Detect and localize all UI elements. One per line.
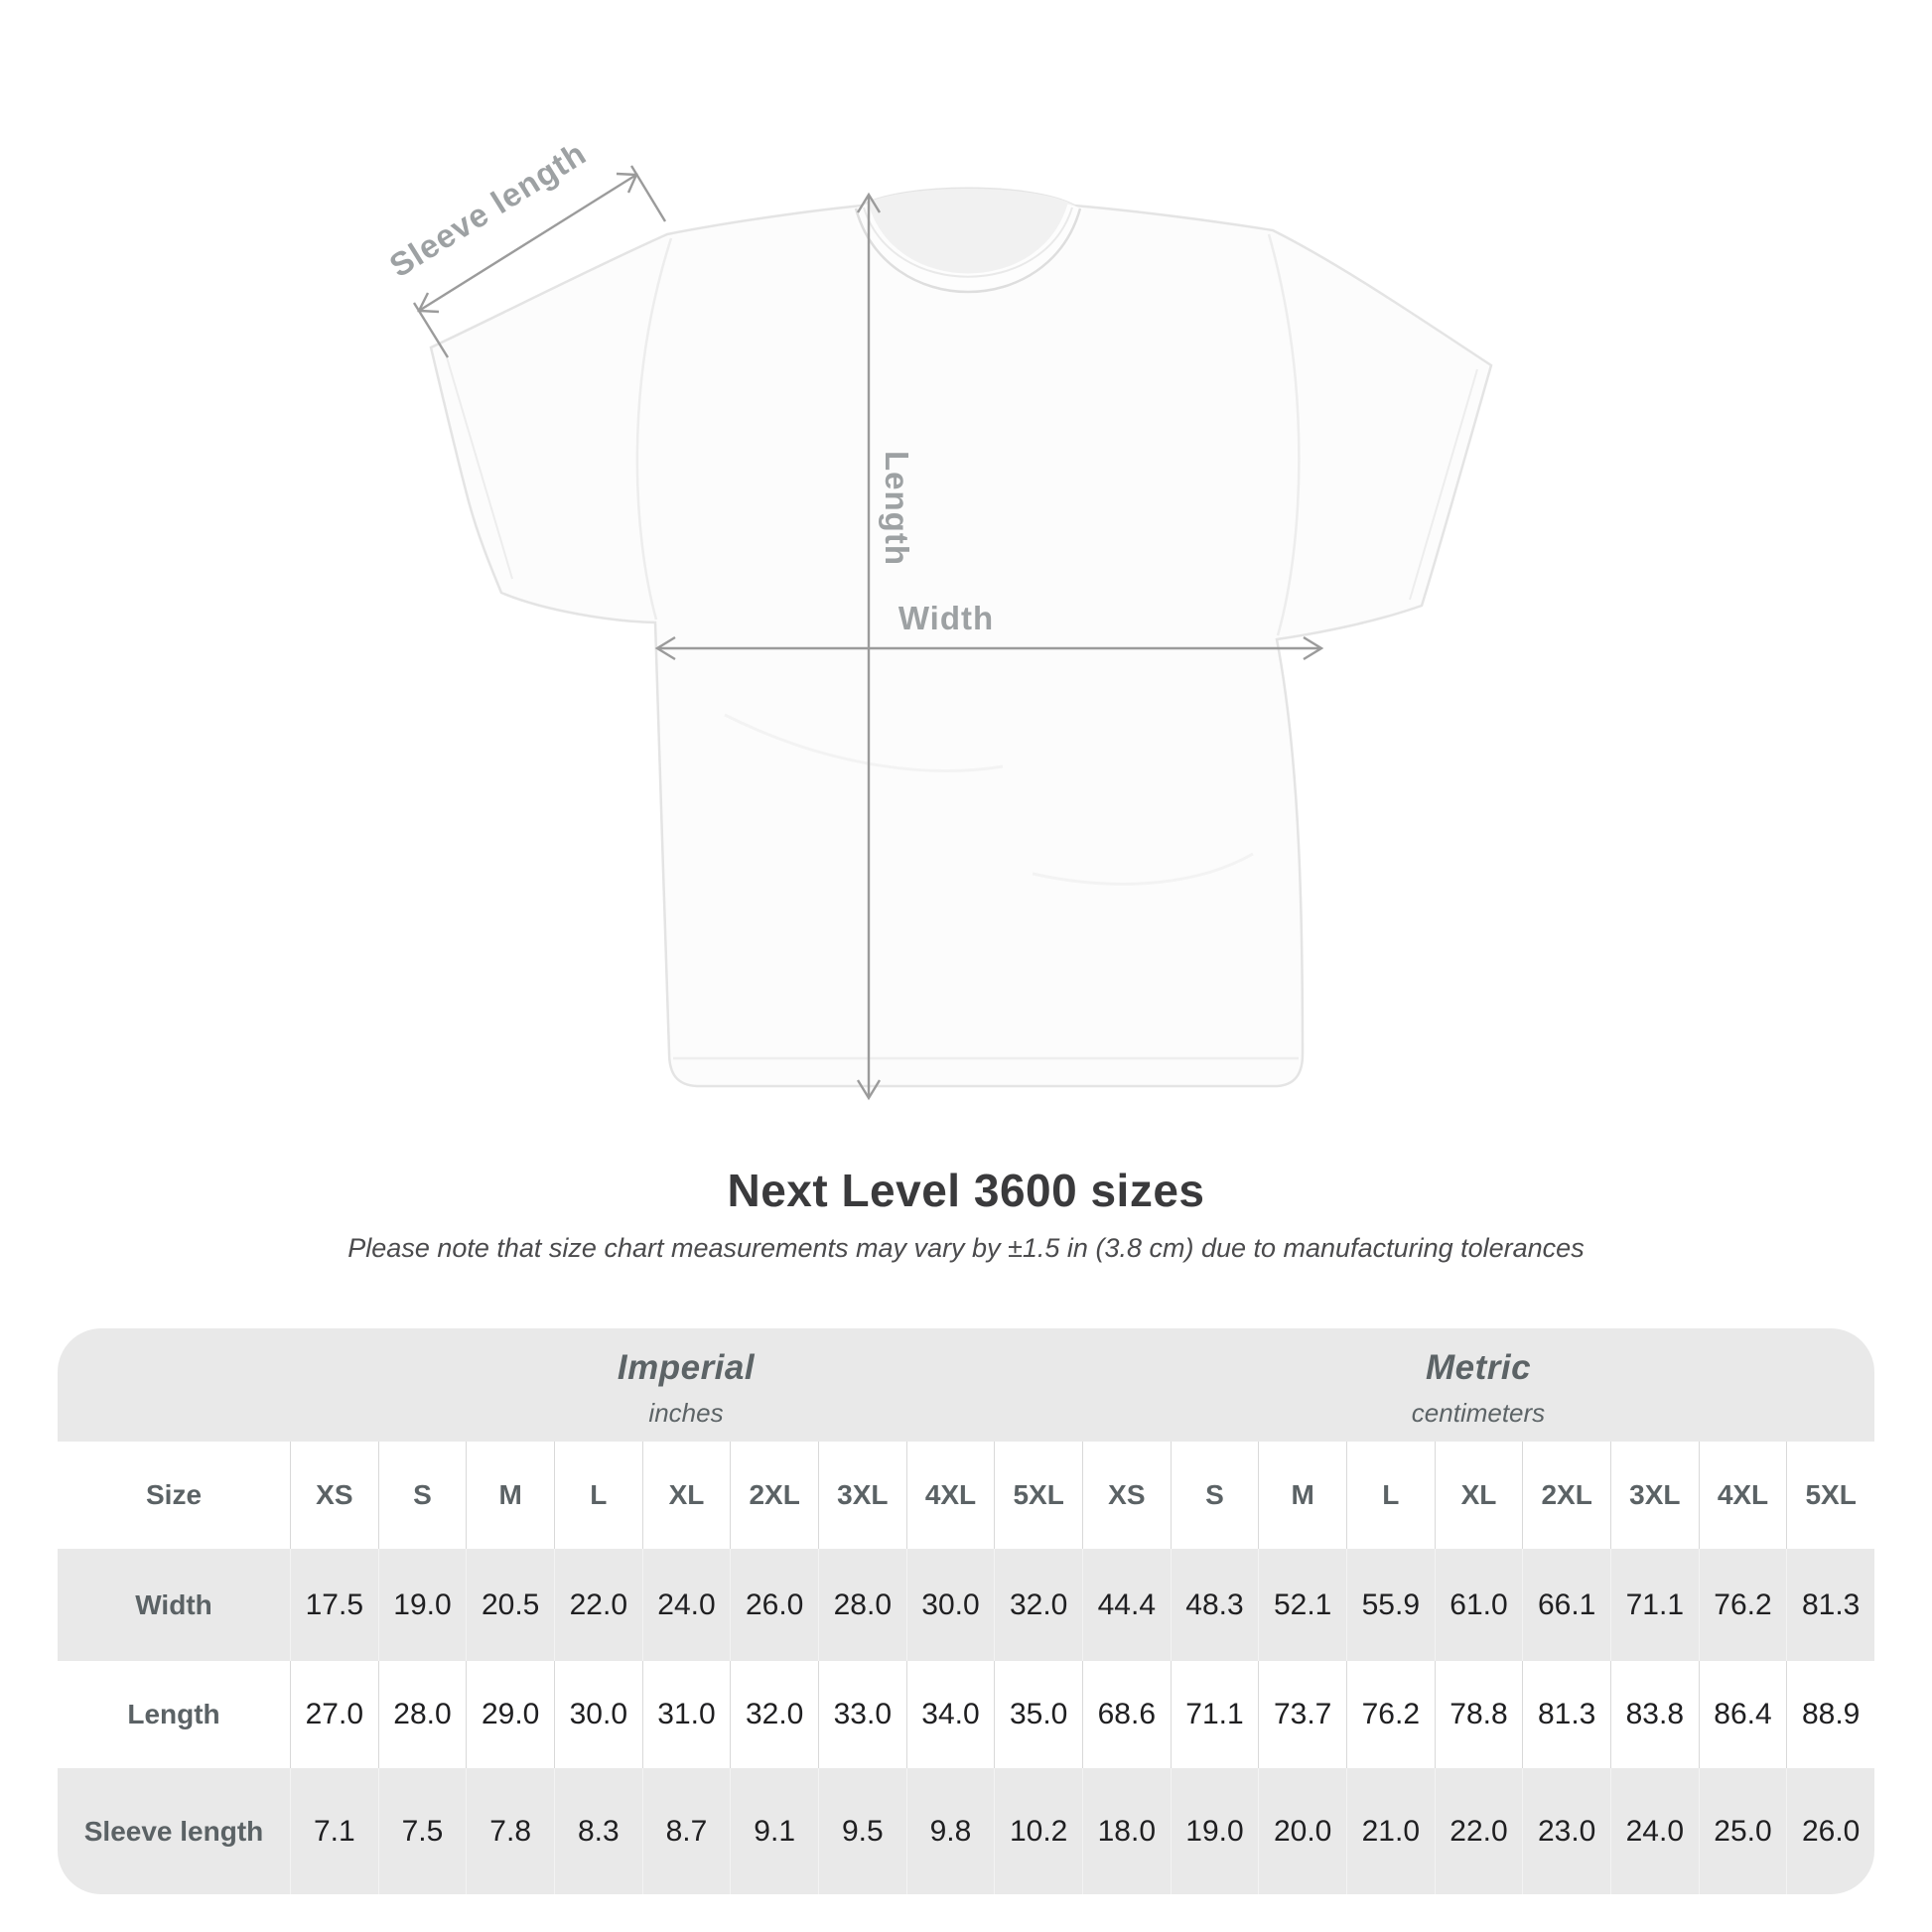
measurement-value-metric: 66.1 bbox=[1522, 1549, 1610, 1661]
tshirt-illustration bbox=[431, 189, 1491, 1086]
measurement-value-imperial: 20.5 bbox=[466, 1549, 554, 1661]
measurement-value-imperial: 7.5 bbox=[378, 1768, 467, 1894]
measurement-value-imperial: 30.0 bbox=[554, 1661, 642, 1768]
measurement-value-imperial: 9.8 bbox=[906, 1768, 995, 1894]
size-column-header: 2XL bbox=[1522, 1442, 1610, 1549]
size-column-header: XL bbox=[1435, 1442, 1523, 1549]
measurement-value-metric: 48.3 bbox=[1171, 1549, 1259, 1661]
measurement-value-imperial: 31.0 bbox=[642, 1661, 731, 1768]
measurement-value-imperial: 8.7 bbox=[642, 1768, 731, 1894]
unit-group-imperial-name: Imperial bbox=[617, 1347, 756, 1387]
size-column-header: S bbox=[378, 1442, 467, 1549]
size-column-header: XS bbox=[290, 1442, 378, 1549]
size-table-rows bbox=[58, 1442, 1874, 1894]
measurement-value-metric: 71.1 bbox=[1171, 1661, 1259, 1768]
measurement-value-metric: 61.0 bbox=[1435, 1549, 1523, 1661]
tolerance-note: Please note that size chart measurements may vary by ±1.5 in (3.8 cm) due to manufacturing tolerances bbox=[347, 1233, 1585, 1263]
measurement-value-imperial: 24.0 bbox=[642, 1549, 731, 1661]
measurement-value-metric: 18.0 bbox=[1082, 1768, 1171, 1894]
page-title: Next Level 3600 sizes bbox=[727, 1165, 1205, 1216]
unit-group-metric bbox=[1082, 1328, 1874, 1442]
measurement-value-imperial: 26.0 bbox=[730, 1549, 818, 1661]
measurement-row bbox=[58, 1549, 1874, 1661]
measurement-value-imperial: 22.0 bbox=[554, 1549, 642, 1661]
measurement-value-metric: 23.0 bbox=[1522, 1768, 1610, 1894]
measurement-value-imperial: 9.1 bbox=[730, 1768, 818, 1894]
measurement-value-imperial: 32.0 bbox=[730, 1661, 818, 1768]
measurement-value-imperial: 10.2 bbox=[994, 1768, 1082, 1894]
unit-group-imperial bbox=[290, 1328, 1082, 1442]
size-column-header: 3XL bbox=[1610, 1442, 1699, 1549]
measurement-value-imperial: 9.5 bbox=[818, 1768, 906, 1894]
size-column-header: 2XL bbox=[730, 1442, 818, 1549]
measurement-value-metric: 88.9 bbox=[1786, 1661, 1874, 1768]
size-column-header: L bbox=[554, 1442, 642, 1549]
measurement-value-metric: 55.9 bbox=[1346, 1549, 1435, 1661]
measurement-value-imperial: 8.3 bbox=[554, 1768, 642, 1894]
unit-group-imperial-sub: inches bbox=[648, 1397, 724, 1428]
measurement-value-metric: 26.0 bbox=[1786, 1768, 1874, 1894]
measurement-value-imperial: 30.0 bbox=[906, 1549, 995, 1661]
size-table bbox=[58, 1328, 1874, 1894]
size-column-header: 5XL bbox=[1786, 1442, 1874, 1549]
measurement-value-metric: 76.2 bbox=[1699, 1549, 1787, 1661]
measurement-value-metric: 25.0 bbox=[1699, 1768, 1787, 1894]
measurement-value-metric: 68.6 bbox=[1082, 1661, 1171, 1768]
measurement-value-imperial: 32.0 bbox=[994, 1549, 1082, 1661]
measurement-value-imperial: 7.8 bbox=[466, 1768, 554, 1894]
size-column-header: XS bbox=[1082, 1442, 1171, 1549]
width-diagram-label: Width bbox=[897, 600, 995, 636]
measurement-value-metric: 76.2 bbox=[1346, 1661, 1435, 1768]
measurement-value-metric: 52.1 bbox=[1258, 1549, 1346, 1661]
size-column-header: 4XL bbox=[1699, 1442, 1787, 1549]
measurement-value-imperial: 7.1 bbox=[290, 1768, 378, 1894]
size-column-header: S bbox=[1171, 1442, 1259, 1549]
measurement-value-imperial: 28.0 bbox=[378, 1661, 467, 1768]
measurement-value-imperial: 19.0 bbox=[378, 1549, 467, 1661]
measurement-value-metric: 73.7 bbox=[1258, 1661, 1346, 1768]
title-block bbox=[0, 1164, 1932, 1264]
measurement-value-metric: 22.0 bbox=[1435, 1768, 1523, 1894]
measurement-row-label: Width bbox=[135, 1588, 212, 1620]
size-column-header: XL bbox=[642, 1442, 731, 1549]
measurement-row-label: Sleeve length bbox=[83, 1815, 264, 1847]
size-column-header: 5XL bbox=[994, 1442, 1082, 1549]
length-diagram-label: Length bbox=[879, 451, 915, 566]
measurement-value-metric: 24.0 bbox=[1610, 1768, 1699, 1894]
measurement-value-imperial: 27.0 bbox=[290, 1661, 378, 1768]
size-column-header: L bbox=[1346, 1442, 1435, 1549]
measurement-value-metric: 19.0 bbox=[1171, 1768, 1259, 1894]
size-column-header: M bbox=[466, 1442, 554, 1549]
measurement-row bbox=[58, 1661, 1874, 1768]
size-header-row bbox=[58, 1442, 1874, 1549]
size-row-label: Size bbox=[145, 1479, 203, 1510]
unit-group-band bbox=[58, 1328, 1874, 1442]
measurement-value-imperial: 29.0 bbox=[466, 1661, 554, 1768]
tshirt-body bbox=[431, 189, 1491, 1086]
size-column-header: 4XL bbox=[906, 1442, 995, 1549]
unit-group-metric-name: Metric bbox=[1425, 1347, 1532, 1387]
unit-group-metric-sub: centimeters bbox=[1411, 1397, 1546, 1428]
measurement-value-imperial: 35.0 bbox=[994, 1661, 1082, 1768]
sleeve-length-diagram-label: Sleeve length bbox=[382, 134, 593, 285]
measurement-value-imperial: 34.0 bbox=[906, 1661, 995, 1768]
size-column-header: M bbox=[1258, 1442, 1346, 1549]
measurement-value-metric: 83.8 bbox=[1610, 1661, 1699, 1768]
measurement-value-metric: 81.3 bbox=[1522, 1661, 1610, 1768]
measurement-value-metric: 21.0 bbox=[1346, 1768, 1435, 1894]
measurement-row bbox=[58, 1768, 1874, 1894]
measurement-value-metric: 81.3 bbox=[1786, 1549, 1874, 1661]
measurement-value-imperial: 33.0 bbox=[818, 1661, 906, 1768]
measurement-value-metric: 44.4 bbox=[1082, 1549, 1171, 1661]
measurement-row-label: Length bbox=[127, 1699, 220, 1729]
size-column-header: 3XL bbox=[818, 1442, 906, 1549]
measurement-value-metric: 78.8 bbox=[1435, 1661, 1523, 1768]
measurement-value-imperial: 28.0 bbox=[818, 1549, 906, 1661]
measurement-value-metric: 86.4 bbox=[1699, 1661, 1787, 1768]
measurement-value-metric: 20.0 bbox=[1258, 1768, 1346, 1894]
measurement-value-imperial: 17.5 bbox=[290, 1549, 378, 1661]
measurement-value-metric: 71.1 bbox=[1610, 1549, 1699, 1661]
